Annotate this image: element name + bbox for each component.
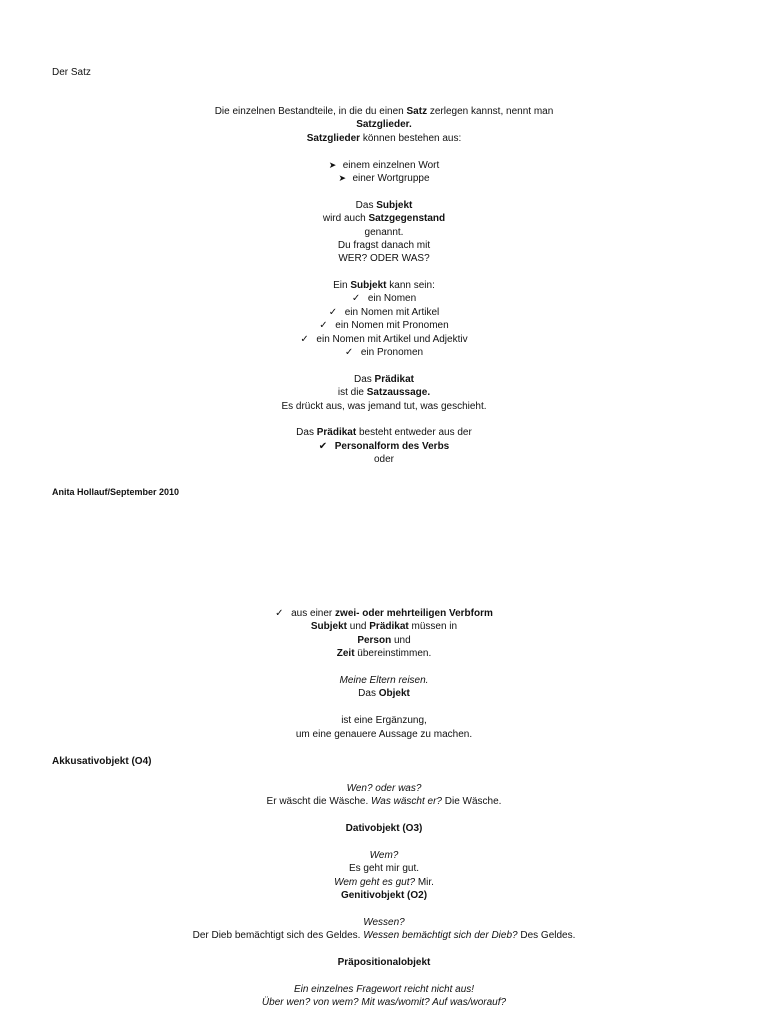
pred-text: besteht entweder aus der [356, 427, 472, 439]
subjekt-term: Subjekt [310, 621, 348, 633]
arrow-bullet-icon: ➤ [328, 159, 337, 170]
object-line-1 [0, 687, 768, 700]
dat-question [0, 849, 768, 862]
gen-ex-answer: Des Geldes. [517, 930, 576, 942]
checkmark-icon: ✔ [318, 440, 328, 452]
check-item [0, 306, 768, 319]
agree-text: übereinstimmen. [354, 648, 432, 660]
subject-line-1 [0, 199, 768, 212]
personalform-term: Personalform des Verbs [334, 440, 450, 452]
author-footer: Anita Hollauf/September 2010 [52, 487, 180, 497]
prep-italic-2: Über wen? von wem? Mit was/womit? Auf was/worauf? [261, 997, 507, 1009]
intro-text-end: zerlegen kannst, nennt man [427, 106, 554, 117]
predicate-line-2 [0, 386, 768, 399]
pred-text: Das [353, 373, 375, 385]
gen-example [0, 929, 768, 942]
subject-can-be [0, 279, 768, 292]
subj-text: Das [355, 199, 377, 211]
check-item [0, 319, 768, 332]
intro-line-1 [0, 105, 768, 118]
subject-line-4: Du fragst danach mit [337, 239, 431, 251]
intro-consist: können bestehen aus: [360, 132, 462, 144]
page2-objects [0, 782, 768, 1010]
satzgegenstand-term: Satzgegenstand [368, 213, 446, 225]
predicate-line-3: Es drückt aus, was jemand tut, was geschieht. [281, 400, 487, 412]
checkmark-icon: ✓ [319, 320, 328, 332]
dat-ex-answer: Mir. [415, 876, 434, 888]
subj-text: wird auch [322, 213, 369, 225]
agree-text: und [391, 634, 411, 646]
check-item [0, 607, 768, 620]
dat-example-2 [0, 876, 768, 889]
prep-heading-text: Präpositionalobjekt [337, 957, 431, 969]
akk-ex-text: Er wäscht die Wäsche. [266, 796, 372, 808]
object-line-3: um eine genauere Aussage zu machen. [295, 728, 473, 740]
akk-ex-question: Was wäscht er? [371, 796, 442, 808]
example-sentence [0, 674, 768, 687]
satzglieder-bold: Satzglieder [306, 132, 361, 144]
checkmark-icon: ✓ [300, 333, 309, 345]
akkusativ-heading: Akkusativobjekt (O4) [52, 756, 152, 767]
intro-line-3 [0, 132, 768, 145]
agreement-line-2 [0, 634, 768, 647]
checkmark-icon: ✓ [344, 347, 354, 359]
agree-text: und [347, 621, 370, 633]
gen-question-italic: Wessen? [363, 916, 405, 928]
satzaussage-term: Satzaussage. [366, 387, 431, 399]
dat-question-italic: Wem? [369, 849, 399, 861]
arrow-item [0, 159, 768, 172]
subject-line-3: genannt. [364, 226, 404, 238]
praepositional-heading [0, 956, 768, 969]
check-item [0, 333, 768, 346]
gen-ex-question: Wessen bemächtigt sich der Dieb? [363, 930, 518, 942]
subject-line-5: WER? ODER WAS? [338, 253, 430, 265]
page2-content [0, 607, 768, 741]
subj-text: Ein [333, 280, 351, 292]
satzglieder-term: Satzglieder. [356, 119, 412, 131]
dativ-heading-text: Dativobjekt (O3) [345, 823, 423, 835]
praedikat-term: Prädikat [374, 373, 415, 385]
gen-ex-text: Der Dieb bemächtigt sich des Geldes. [192, 930, 364, 942]
predicate-line-1 [0, 373, 768, 386]
verbform-term: zwei- oder mehrteiligen Verbform [335, 608, 493, 619]
check-item-text: ein Nomen mit Pronomen [335, 320, 449, 332]
example-italic: Meine Eltern reisen. [339, 674, 429, 686]
prep-line-2 [0, 996, 768, 1009]
akk-question-italic: Wen? oder was? [346, 783, 422, 794]
zeit-term: Zeit [336, 648, 355, 660]
akk-example [0, 795, 768, 808]
intro-satz: Satz [406, 106, 428, 117]
objekt-term: Objekt [378, 688, 410, 700]
gen-question [0, 916, 768, 929]
check-item-bold [0, 440, 768, 453]
check-item-text: ein Pronomen [360, 347, 424, 359]
arrow-item-text: einer Wortgruppe [352, 172, 430, 184]
subjekt-term: Subjekt [376, 199, 413, 211]
dat-ex-question: Wem geht es gut? [334, 876, 416, 888]
arrow-item-text: einem einzelnen Wort [342, 159, 440, 171]
check-item [0, 346, 768, 359]
obj-text: Das [358, 688, 379, 700]
subjekt-term: Subjekt [350, 280, 387, 292]
praedikat-term: Prädikat [369, 621, 409, 633]
verb-text: aus einer [291, 608, 336, 619]
prep-line-1 [0, 983, 768, 996]
pred-text: Das [296, 427, 317, 439]
agree-text: müssen in [408, 621, 458, 633]
check-item-text: ein Nomen mit Artikel und Adjektiv [316, 333, 468, 345]
arrow-bullet-icon: ➤ [338, 172, 346, 183]
akk-question [0, 782, 768, 795]
check-item-text: ein Nomen [367, 293, 417, 305]
checkmark-icon: ✓ [275, 608, 284, 619]
checkmark-icon: ✓ [351, 293, 361, 305]
pred-text: ist die [337, 387, 367, 399]
intro-line-2 [0, 118, 768, 131]
praedikat-term: Prädikat [316, 427, 357, 439]
object-line-2: ist eine Ergänzung, [341, 715, 427, 727]
agreement-line-1 [0, 620, 768, 633]
dativ-heading [0, 822, 768, 835]
genitiv-heading [0, 889, 768, 902]
genitiv-heading-text: Genitivobjekt (O2) [340, 890, 428, 902]
predicate-or: oder [373, 454, 394, 466]
intro-text: Die einzelnen Bestandteile, in die du einen [214, 106, 407, 117]
subj-text: kann sein: [386, 280, 435, 292]
person-term: Person [357, 634, 392, 646]
agreement-line-3 [0, 647, 768, 660]
page1-content [0, 105, 768, 467]
check-item [0, 292, 768, 305]
predicate-line-4 [0, 426, 768, 439]
document-title: Der Satz [52, 67, 91, 78]
dat-example-1: Es geht mir gut. [348, 863, 420, 875]
akk-ex-answer: Die Wäsche. [441, 796, 502, 808]
subject-line-2 [0, 212, 768, 225]
check-item-text: ein Nomen mit Artikel [344, 306, 440, 318]
prep-italic-1: Ein einzelnes Fragewort reicht nicht aus! [293, 983, 475, 995]
checkmark-icon: ✓ [328, 306, 338, 318]
arrow-item [0, 172, 768, 185]
